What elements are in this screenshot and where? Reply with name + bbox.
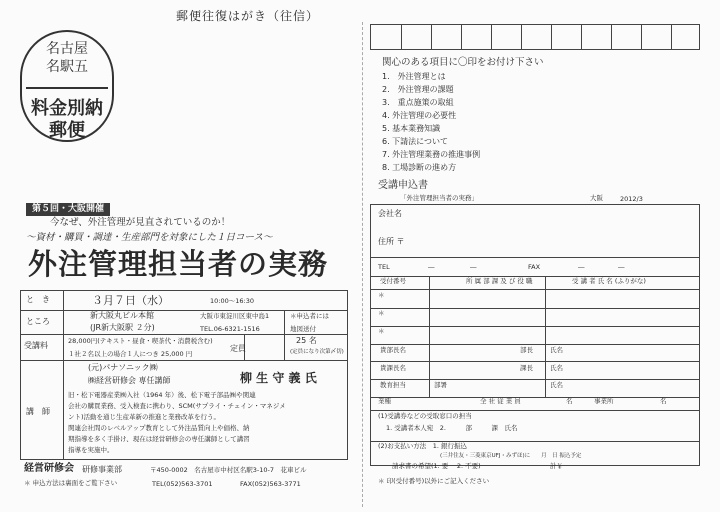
venue-tel: TEL.06-6321-1516 xyxy=(200,325,260,333)
interest-heading: 関心のある項目に〇印をお付け下さい xyxy=(382,57,544,68)
form-heading: 受講申込書 xyxy=(378,180,428,191)
capacity-value: 25 名 xyxy=(296,336,317,345)
offices-label: 事業所 xyxy=(594,397,614,405)
instructor-bio-line: 期指導を多く手掛け、現在は経営研修会の専任講師として講習 xyxy=(68,435,250,443)
fee-line-2: １社２名以上の場合１人につき 25,000 円 xyxy=(68,350,193,358)
date-value: ３月７日（水） xyxy=(92,294,169,307)
postcard-title: 郵便往復はがき（往信） xyxy=(176,9,320,23)
form-course-name: 「外注管理担当者の実務」 xyxy=(400,194,478,202)
col-header-name: 受 講 者 氏 名 (ふりがな) xyxy=(572,277,646,285)
interest-item: 7. 外注管理業務の推進事例 xyxy=(382,150,481,159)
venue-address: 大阪市東淀川区東中島1 xyxy=(200,312,270,320)
interest-item: 2. 外注管理の課題 xyxy=(382,85,454,94)
capacity-note: (定員になり次第〆切) xyxy=(290,349,344,355)
name-label: 氏名 xyxy=(550,346,563,354)
name-label: 氏名 xyxy=(550,364,563,372)
employees-unit: 名 xyxy=(566,397,573,405)
tel-dash: ― xyxy=(428,263,435,271)
venue-station: (JR新大阪駅 ２分) xyxy=(90,323,155,332)
postage-stamp xyxy=(20,30,114,142)
place-label: ところ xyxy=(26,317,50,326)
address-field-label: 住所 〒 xyxy=(378,237,405,246)
section-head-label: 貴課長名 xyxy=(380,364,406,372)
q2-total: 計￥ xyxy=(550,462,563,470)
instructor-affiliation-1: (元)パナソニック㈱ xyxy=(88,363,158,372)
industry-label: 業種 xyxy=(378,397,391,405)
interest-item: 3. 重点施策の取組 xyxy=(382,98,454,107)
map-note-2: 地図送付 xyxy=(290,325,316,333)
company-field-label: 会社名 xyxy=(378,209,402,218)
main-title: 外注管理担当者の実務 xyxy=(28,247,329,281)
q2-text: (2)お支払い方法 1. 銀行振込 xyxy=(378,442,467,450)
star-mark: ＊ xyxy=(378,309,385,317)
catch-line-2: 〜資材・購買・調達・生産部門を対象にした１日コース〜 xyxy=(26,232,273,243)
time-value: 10:00〜16:30 xyxy=(210,297,254,305)
edu-head-label: 教育担当 xyxy=(380,381,406,389)
instructor-affiliation-2: ㈱経営研修会 専任講師 xyxy=(88,376,171,385)
form-footer-note: ＊ 印(受付番号)以外にご記入ください xyxy=(378,477,490,485)
stamp-line-1: 名古屋 xyxy=(46,41,88,57)
map-note-1: ＊申込者には xyxy=(290,312,329,320)
capacity-label: 定員 xyxy=(230,344,246,353)
postal-code-boxes xyxy=(370,24,700,50)
instructor-label: 講 師 xyxy=(26,407,50,416)
offices-unit: 名 xyxy=(660,397,667,405)
instructor-bio-line: 旧・松下電器産業㈱入社（1964 年）後、松下電子部品㈱や関連 xyxy=(68,391,256,399)
q1-options: 1. 受講者本人宛 2. 部 課 氏名 xyxy=(386,424,518,432)
star-mark: ＊ xyxy=(378,327,385,335)
venue-name: 新大阪丸ビル本館 xyxy=(90,311,154,320)
stamp-line-2: 名駅五 xyxy=(46,59,88,75)
fold-line xyxy=(362,22,363,507)
org-address: 〒450-0002 名古屋市中村区名駅3-10-7 花車ビル xyxy=(150,466,307,474)
dept-head-label: 貴部長名 xyxy=(380,346,406,354)
fax-dash: ― xyxy=(578,263,585,271)
org-name: 経営研修会 xyxy=(24,463,74,474)
fax-dash: ― xyxy=(618,263,625,271)
instructor-bio-line: 関連会社間のレベルアップ教育として外注品質向上や価格、納 xyxy=(68,424,250,432)
org-tel: TEL(052)563-3701 xyxy=(152,480,213,488)
form-venue: 大阪 xyxy=(590,194,603,202)
instructor-bio-line: ント)活動を通じ生産革新の推進と業務改革を行う。 xyxy=(68,413,221,421)
instructor-bio-line: 指導を実施中。 xyxy=(68,446,114,454)
name-label: 氏名 xyxy=(550,381,563,389)
stamp-line-3: 料金別納 xyxy=(31,98,103,119)
form-year: 2012/3 xyxy=(620,195,643,203)
fee-label: 受講料 xyxy=(24,341,48,350)
bu-label: 部長 xyxy=(520,346,533,354)
fax-field-label: FAX xyxy=(528,263,541,271)
catch-line-1: 今なぜ、外注管理が見直されているのか！ xyxy=(50,217,231,228)
q2-bank-detail: (三井住友・三菱東京UFJ・みずほ)に 月 日 振込予定 xyxy=(440,453,582,459)
q1-text: (1)受講券などの受取窓口の担当 xyxy=(378,412,472,420)
stamp-divider xyxy=(26,87,108,89)
interest-item: 1. 外注管理とは xyxy=(382,72,446,81)
instructor-bio-line: 会社の購買業務、受入検査に携わり、SCM(サプライ・チェイン・マネジメ xyxy=(68,402,286,410)
ka-label: 課長 xyxy=(520,364,533,372)
tel-field-label: TEL xyxy=(378,263,390,271)
fee-line-1: 28,000円(テキスト・昼食・喫茶代・消費税含む) xyxy=(68,337,213,345)
interest-item: 4. 外注管理の必要性 xyxy=(382,111,457,120)
stamp-line-4: 郵便 xyxy=(49,120,85,141)
org-fax: FAX(052)563-3771 xyxy=(240,480,301,488)
org-note: ＊ 申込方法は裏面をご覧下さい xyxy=(24,479,118,487)
interest-item: 8. 工場診断の進め方 xyxy=(382,163,457,172)
interest-item: 5. 基本業務知識 xyxy=(382,124,441,133)
tel-dash: ― xyxy=(470,263,477,271)
employees-label: 全 社 従 業 員 xyxy=(480,397,521,405)
q2-invoice: 請求書の希望(1. 要 2. 不要) xyxy=(392,462,481,470)
instructor-name: 柳 生 守 義 氏 xyxy=(240,371,317,385)
date-label: と き xyxy=(26,295,50,304)
session-badge: 第５回・大阪開催 xyxy=(26,203,110,216)
col-header-reception: 受付番号 xyxy=(380,277,406,285)
busho-label: 部署 xyxy=(434,381,447,389)
interest-item: 6. 下請法について xyxy=(382,137,449,146)
org-dept: 研修事業部 xyxy=(82,465,122,474)
col-header-dept: 所 属 部 課 及 び 役 職 xyxy=(466,277,533,285)
star-mark: ＊ xyxy=(378,291,385,299)
